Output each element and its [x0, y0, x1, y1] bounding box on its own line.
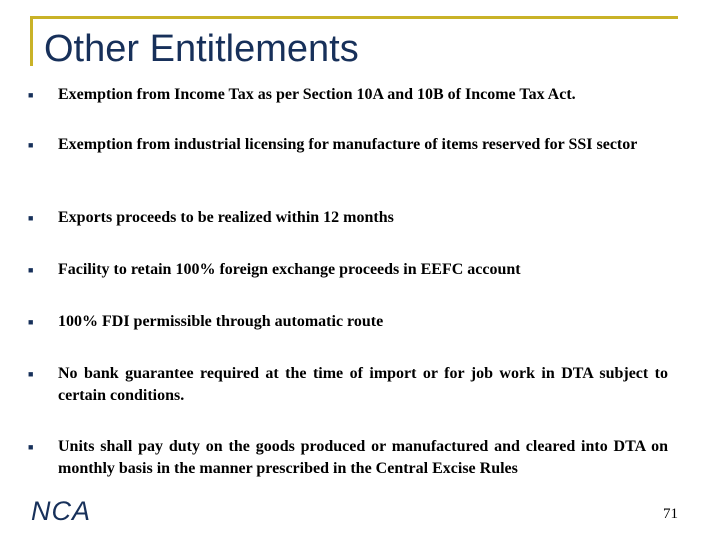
bullet-item — [28, 436, 668, 480]
square-bullet-icon — [28, 134, 58, 156]
square-bullet-icon — [28, 207, 58, 229]
bullet-text: No bank guarantee required at the time of import or for job work in DTA subject to certain conditions. — [58, 365, 668, 404]
bullet-text: Exports proceeds to be realized within 12 months — [58, 209, 394, 226]
bullet-item — [28, 311, 668, 333]
bullet-text: Facility to retain 100% foreign exchange proceeds in EEFC account — [58, 261, 521, 278]
square-bullet-icon — [28, 363, 58, 407]
bullet-item — [28, 207, 668, 229]
square-bullet-icon — [28, 311, 58, 333]
bullet-text: 100% FDI permissible through automatic route — [58, 313, 384, 330]
bullet-item — [28, 84, 668, 106]
bullet-text: Exemption from Income Tax as per Section 10A and 10B of Income Tax Act. — [58, 86, 576, 103]
bullet-item — [28, 259, 668, 281]
title-rule-left — [30, 16, 33, 66]
title-rule-top — [30, 16, 678, 19]
slide-title: Other Entitlements — [44, 28, 359, 70]
footer-logo: NCA — [31, 496, 92, 526]
square-bullet-icon — [28, 84, 58, 106]
square-bullet-icon — [28, 259, 58, 281]
bullet-item — [28, 363, 668, 407]
bullet-text: Units shall pay duty on the goods produced or manufactured and cleared into DTA on monthly basis in the manner prescribed in the Central Excise Rules — [58, 438, 668, 477]
bullet-item — [28, 134, 668, 156]
square-bullet-icon — [28, 436, 58, 480]
page-number: 71 — [663, 506, 678, 522]
bullet-text: Exemption from industrial licensing for manufacture of items reserved for SSI sector — [58, 136, 638, 153]
